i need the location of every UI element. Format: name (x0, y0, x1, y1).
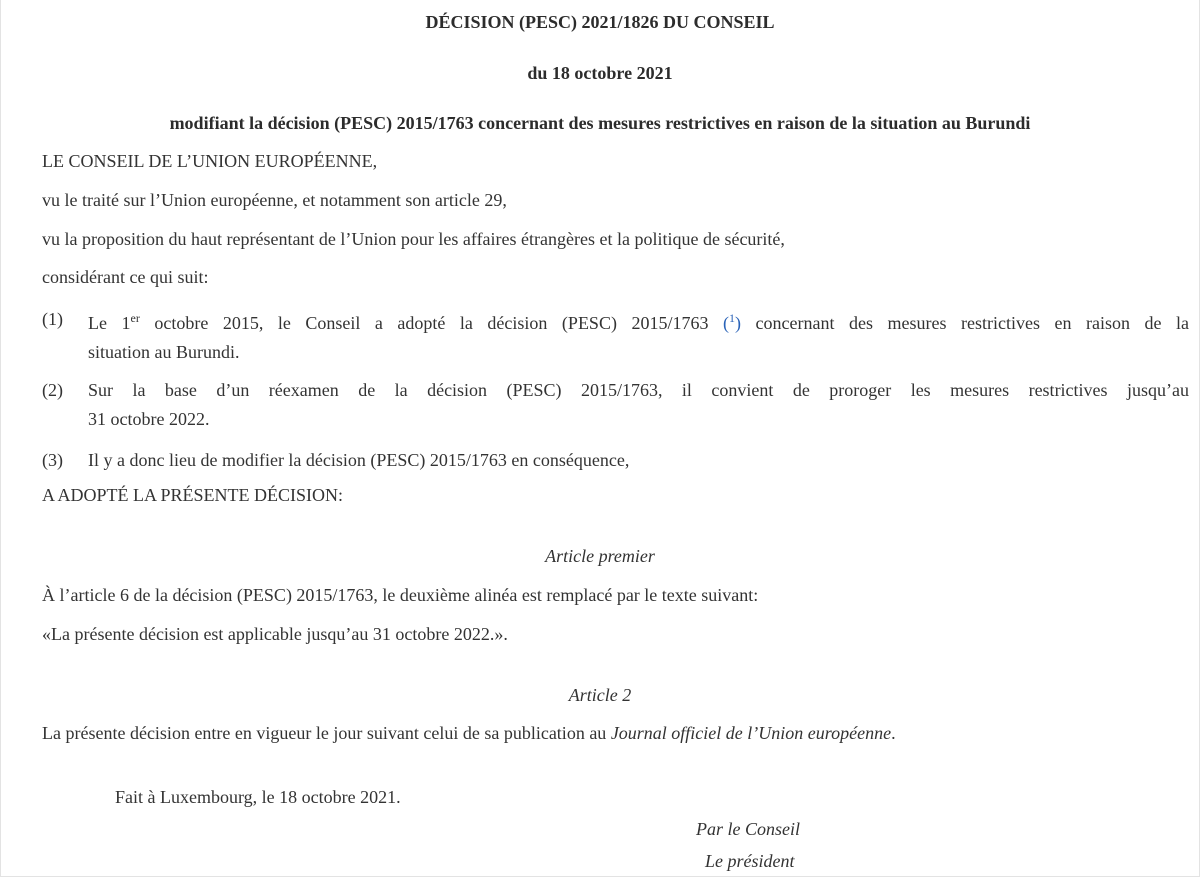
journal-title: Journal officiel de l’Union européenne (610, 723, 892, 743)
preamble-treaty: vu le traité sur l’Union européenne, et notamment son article 29, (42, 190, 507, 210)
recital-1-line-1: Le 1er octobre 2015, le Conseil a adopté la décision (PESC) 2015/1763 ($^1$) concernant des mesures restrictives en raison de la (88, 311, 1190, 333)
adopted-statement: A ADOPTÉ LA PRÉSENTE DÉCISION: (42, 485, 344, 505)
recital-1-line-2: situation au Burundi. (88, 342, 240, 362)
document-title: DÉCISION (PESC) 2021/1826 DU CONSEIL (425, 12, 775, 32)
recital-number: (2) (42, 380, 63, 400)
recital-2-line-2: 31 octobre 2022. (88, 409, 210, 429)
signatory-role: Le président (705, 851, 795, 871)
signatory-body: Par le Conseil (696, 819, 800, 839)
article-2-heading: Article 2 (568, 685, 632, 705)
article-1-heading: Article premier (545, 546, 655, 566)
recital-2-line-1: Sur la base d’un réexamen de la décision (PESC) 2015/1763, il convient de proroger les mesures restrictives jusqu’au (88, 380, 1189, 400)
recital-number: (1) (42, 309, 63, 329)
preamble-proposal: vu la proposition du haut représentant de l’Union pour les affaires étrangères et la politique de sécurité, (42, 229, 785, 249)
article-1-paragraph-2: «La présente décision est applicable jusqu’au 31 octobre 2022.». (42, 624, 508, 644)
article-2-text: La présente décision entre en vigueur le jour suivant celui de sa publication au Journal officiel de l’Union européenne. (42, 723, 896, 743)
ordinal-superscript: er (130, 311, 140, 325)
preamble-considering: considérant ce qui suit: (42, 267, 209, 287)
recital-3-line-1: Il y a donc lieu de modifier la décision (PESC) 2015/1763 en conséquence, (88, 450, 630, 470)
footnote-link[interactable]: ($^1$) (723, 311, 741, 333)
document-date: du 18 octobre 2021 (527, 63, 673, 83)
done-at: Fait à Luxembourg, le 18 octobre 2021. (115, 787, 401, 807)
recital-number: (3) (42, 450, 63, 470)
article-1-paragraph-1: À l’article 6 de la décision (PESC) 2015/1763, le deuxième alinéa est remplacé par le texte suivant: (42, 585, 759, 605)
preamble-council: LE CONSEIL DE L’UNION EUROPÉENNE, (42, 151, 378, 171)
document-subject: modifiant la décision (PESC) 2015/1763 concernant des mesures restrictives en raison de la situation au Burundi (169, 113, 1031, 133)
